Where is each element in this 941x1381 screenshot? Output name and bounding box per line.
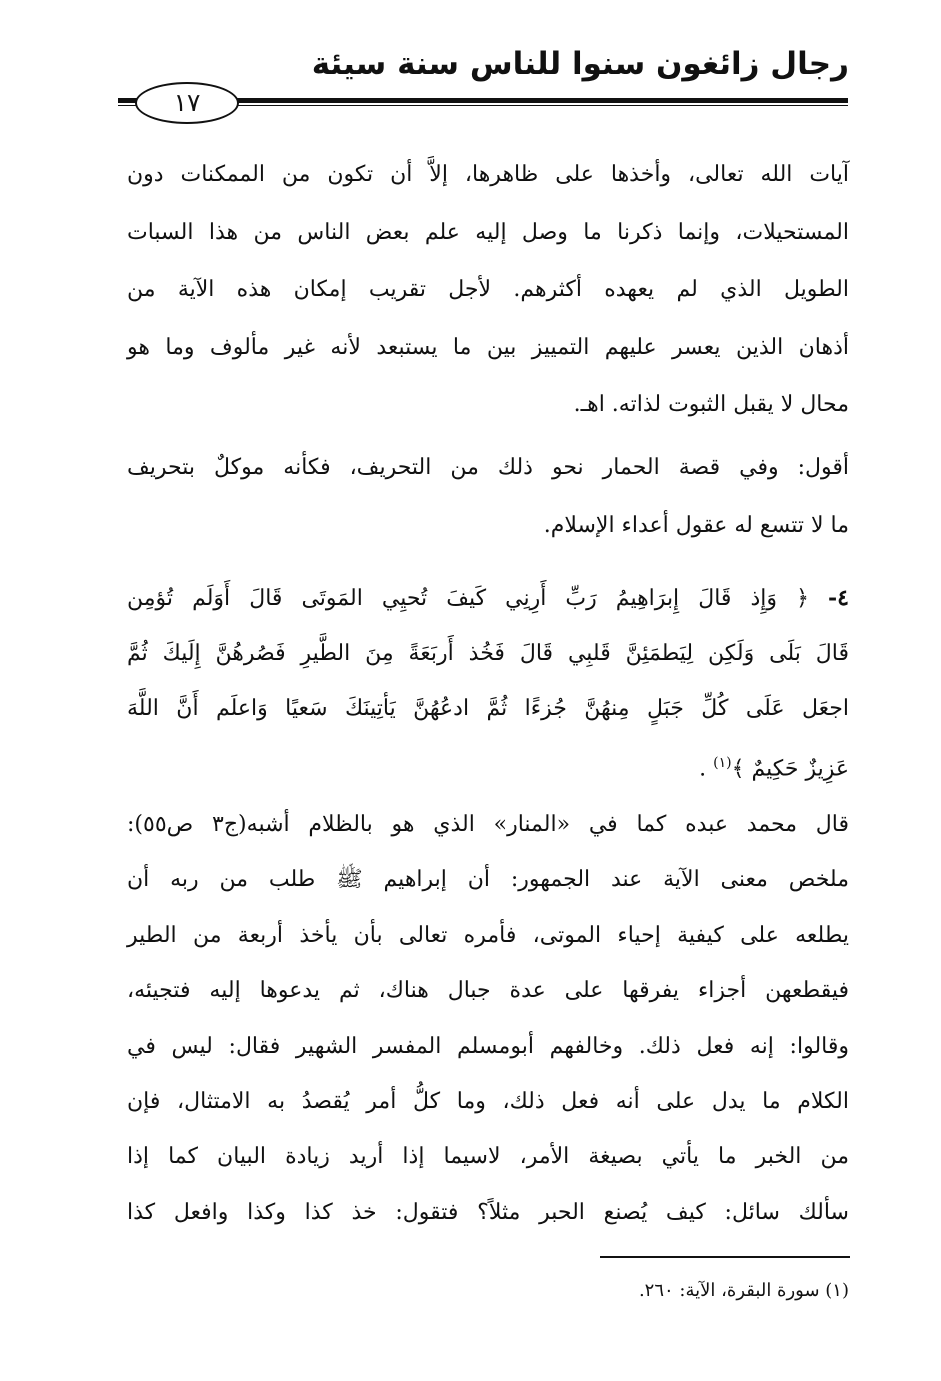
paragraph-2 bbox=[127, 439, 849, 555]
text-line: فيقطعهن أجزاء يفرقها على عدة جبال هناك، ثم يدعوها إليه فتجيئه، bbox=[127, 978, 849, 1004]
footnote: (١) سورة البقرة، الآية: ٢٦٠. bbox=[638, 1280, 849, 1301]
text-line: أذهان الذين يعسر عليهم التمييز بين ما يستبعد لأنه غير مألوف وما هو bbox=[127, 334, 849, 360]
verse-line bbox=[127, 571, 849, 626]
verse-line: قَالَ بَلَى وَلَكِن لِيَطمَئِنَّ قَلبِي قَالَ فَخُذ أَربَعَةً مِنَ الطَّيرِ فَصُرهُنَّ إِلَيكَ ثُمَّ bbox=[127, 641, 849, 666]
text-line: الطويل الذي لم يعهده أكثرهم. لأجل تقريب إمكان هذه الآية من bbox=[127, 277, 849, 302]
quran-verse-block bbox=[127, 571, 849, 796]
text-line: أقول: وفي قصة الحمار نحو ذلك من التحريف، فكأنه موكلٌ بتحريف bbox=[127, 455, 849, 480]
text-line: سألك سائل: كيف يُصنع الحبر مثلاً؟ فتقول: خذ كذا وكذا وافعل كذا bbox=[127, 1199, 849, 1225]
text-line: وقالوا: إنه فعل ذلك. وخالفهم أبومسلم المفسر الشهير فقال: ليس في bbox=[127, 1033, 849, 1059]
text-line: ما لا تتسع له عقول أعداء الإسلام. bbox=[543, 513, 849, 538]
footnote-ref[interactable]: (١) bbox=[713, 755, 732, 771]
page-number: ١٧ bbox=[135, 82, 239, 124]
text-line: الكلام ما يدل على أنه فعل ذلك، وما كلُّ أمر يُقصدُ به الامتثال، فإن bbox=[127, 1089, 849, 1115]
verse-end: . bbox=[699, 756, 707, 782]
text-line: قال محمد عبده كما في «المنار» الذي هو بالظلام أشبه(ج٣ ص٥٥): bbox=[127, 812, 850, 837]
text-line: محال لا يقبل الثبوت لذاته. اهـ. bbox=[573, 392, 849, 417]
text-line: المستحيلات، وإنما ذكرنا ما وصل إليه علم بعض الناس من هذا السبات bbox=[127, 219, 849, 245]
paragraph-1 bbox=[127, 146, 849, 434]
item-number: ٤- bbox=[828, 585, 849, 611]
verse-text: عَزِيزٌ حَكِيمٌ ﴾ bbox=[731, 756, 849, 782]
paragraph-4 bbox=[127, 797, 849, 1240]
verse-line: اجعَل عَلَى كُلِّ جَبَلٍ مِنهُنَّ جُزءًا ثُمَّ ادعُهُنَّ يَأتِينَكَ سَعيًا وَاعلَم أَنَّ اللَّهَ bbox=[127, 696, 849, 721]
running-title: رجال زائغون سنوا للناس سنة سيئة bbox=[311, 46, 849, 82]
footnote-separator bbox=[600, 1256, 850, 1258]
verse-text: ﴿ وَإِذ قَالَ إِبرَاهِيمُ رَبِّ أَرِنِي كَيفَ تُحيِي المَوتَى قَالَ أَوَلَم تُؤمِن bbox=[127, 586, 809, 611]
verse-line bbox=[127, 736, 849, 796]
text-line: يطلعه على كيفية إحياء الموتى، فأمره تعالى بأن يأخذ أربعة من الطير bbox=[127, 922, 849, 948]
text-line: ملخص معنى الآية عند الجمهور: أن إبراهيم ﷺ طلب من ربه أن bbox=[127, 867, 849, 893]
text-line: من الخبر ما يأتي بصيغة الأمر، لاسيما إذا أريد زيادة البيان كما إذا bbox=[127, 1144, 849, 1170]
text-line: آيات الله تعالى، وأخذها على ظاهرها، إلاَّ أن تكون من الممكنات دون bbox=[127, 162, 849, 187]
